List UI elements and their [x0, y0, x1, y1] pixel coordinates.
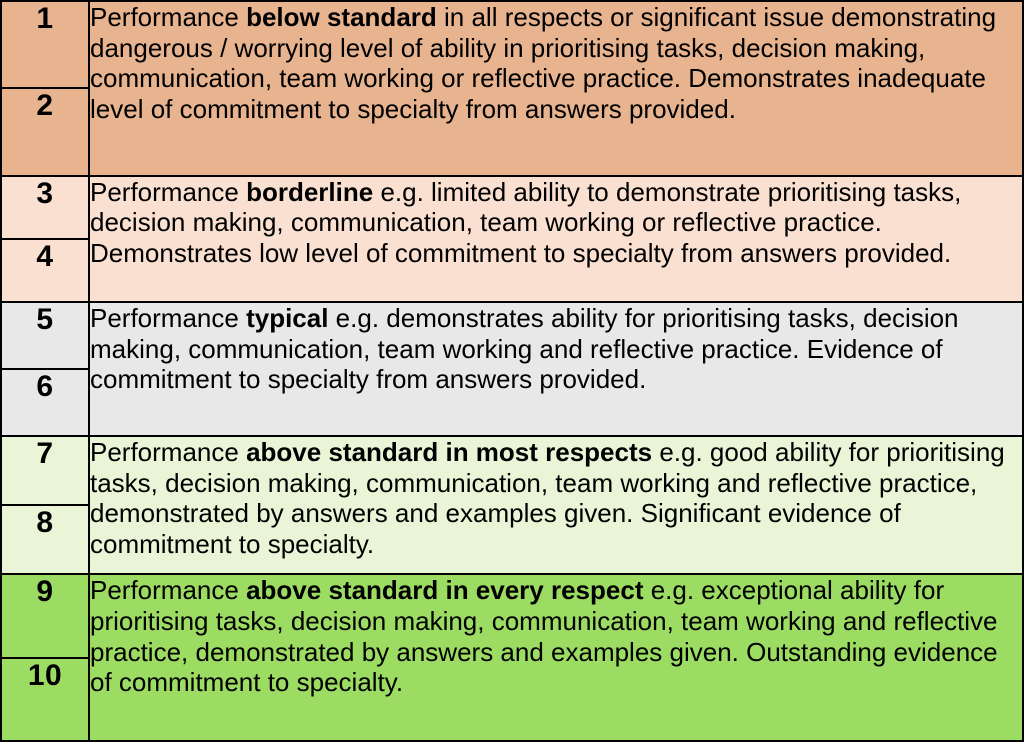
score-cell-4: 4: [1, 239, 89, 302]
table-row: [1, 436, 1023, 505]
score-cell-9: 9: [1, 574, 89, 657]
description-cell-band-borderline: Performance borderline e.g. limited ability to demonstrate prioritising tasks, decision making, communication, team working or reflective practice. Demonstrates low level of commitment to specialty from answers provided.: [89, 176, 1023, 302]
table-row: [1, 176, 1023, 239]
score-cell-3: 3: [1, 176, 89, 239]
score-cell-1: 1: [1, 1, 89, 88]
score-cell-5: 5: [1, 302, 89, 369]
score-cell-6: 6: [1, 369, 89, 436]
description-cell-band-below-standard: Performance below standard in all respects or significant issue demonstrating dangerous / worrying level of ability in prioritising tasks, decision making, communication, team working or reflective practice. Demonstrates inadequate level of commitment to specialty from answers provided.: [89, 1, 1023, 176]
description-cell-band-above-standard-most: Performance above standard in most respects e.g. good ability for prioritising tasks, decision making, communication, team working and reflective practice, demonstrated by answers and examples given. Significant evidence of commitment to specialty.: [89, 436, 1023, 574]
description-cell-band-above-standard-every: Performance above standard in every respect e.g. exceptional ability for prioritising tasks, decision making, communication, team working and reflective practice, demonstrated by answers and examples given. Outstanding evidence of commitment to specialty.: [89, 574, 1023, 741]
score-cell-7: 7: [1, 436, 89, 505]
description-cell-band-typical: Performance typical e.g. demonstrates ability for prioritising tasks, decision making, communication, team working and reflective practice. Evidence of commitment to specialty from answers provided.: [89, 302, 1023, 436]
score-cell-2: 2: [1, 88, 89, 175]
table-row: [1, 574, 1023, 657]
score-cell-10: 10: [1, 658, 89, 741]
rubric-table-body: [1, 1, 1023, 741]
score-cell-8: 8: [1, 505, 89, 574]
table-row: [1, 1, 1023, 88]
table-row: [1, 302, 1023, 369]
